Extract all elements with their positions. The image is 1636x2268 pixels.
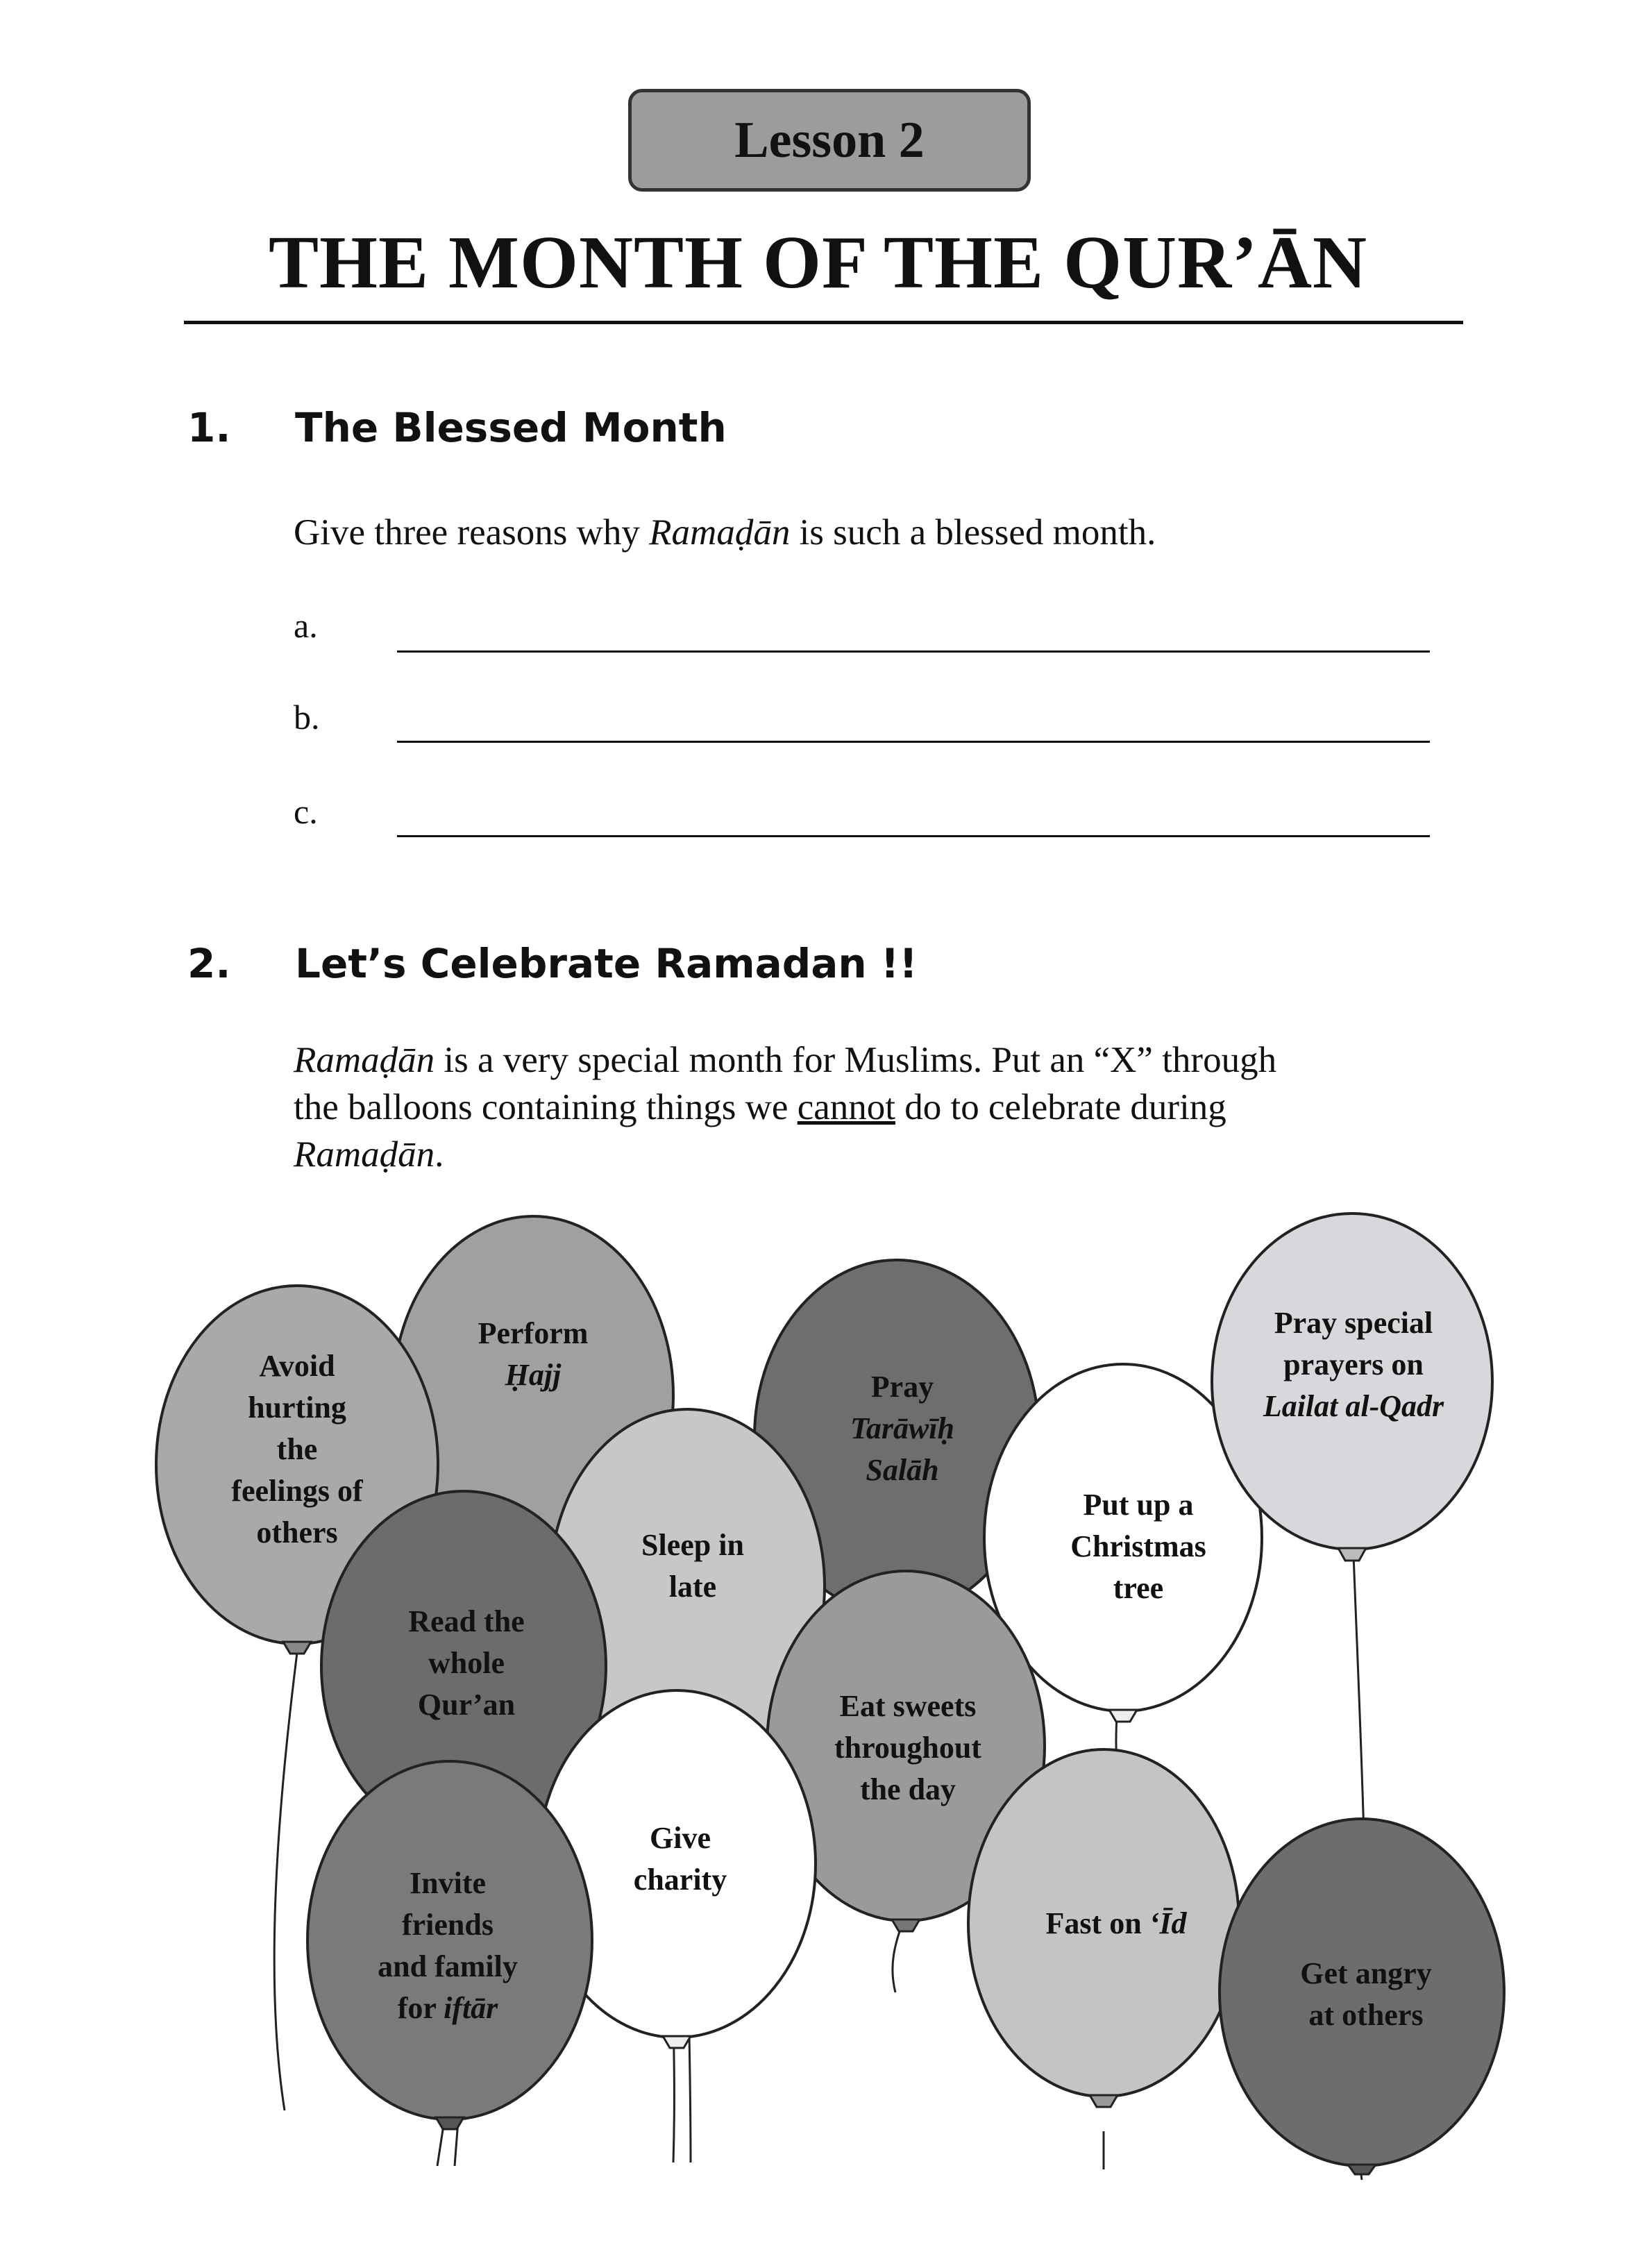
- balloon-christmas-line-1: Put up a: [1083, 1488, 1194, 1522]
- instruction-italic: Ramaḍān: [649, 512, 791, 553]
- balloon-eid[interactable]: [968, 1749, 1239, 2107]
- balloon-qadr-shape: [1212, 1213, 1492, 1549]
- balloon-charity-line-1: Give: [650, 1821, 711, 1855]
- balloon-qadr-line-3: Lailat al-Qadr: [1263, 1389, 1444, 1423]
- balloon-charity-line-2: charity: [633, 1863, 727, 1897]
- balloon-qadr-knot: [1338, 1548, 1366, 1561]
- balloon-sleep-line-2: late: [668, 1570, 717, 1604]
- balloon-angry-line-2: at others: [1308, 1998, 1424, 2032]
- balloon-iftar-knot: [436, 2117, 464, 2129]
- instruction-period: .: [435, 1134, 444, 1175]
- instruction-line-2-end: do to celebrate during: [895, 1087, 1226, 1127]
- balloon-iftar-line-2: friends: [402, 1908, 494, 1942]
- instruction-text: Give three reasons why: [294, 512, 650, 553]
- balloon-hurting-knot: [283, 1642, 311, 1654]
- balloon-eid-knot: [1090, 2095, 1118, 2107]
- instruction-text-end: is such a blessed month.: [790, 512, 1156, 553]
- balloon-angry-knot: [1348, 2165, 1376, 2174]
- balloon-hurting-line-4: feelings of: [231, 1474, 363, 1508]
- balloon-hajj-line-2: Ḥajj: [505, 1358, 562, 1392]
- cannot-underlined: cannot: [797, 1087, 895, 1127]
- instruction-line-1: is a very special month for Muslims. Put an “X” through: [435, 1040, 1277, 1080]
- balloon-tarawih-line-1: Pray: [870, 1370, 934, 1404]
- balloon-tarawih-line-3: Salāh: [866, 1453, 939, 1487]
- ramadan-italic: Ramaḍān: [294, 1040, 435, 1080]
- balloon-qadr-line-1: Pray special: [1274, 1306, 1433, 1340]
- balloon-iftar[interactable]: [307, 1761, 592, 2129]
- section-1-title: The Blessed Month: [295, 404, 727, 451]
- balloon-eid-line-1-b: ‘Īd: [1149, 1906, 1187, 1940]
- balloon-eid-line-1: [1046, 1906, 1188, 1940]
- balloon-hurting-line-3: the: [276, 1432, 318, 1466]
- section-2-title: Let’s Celebrate Ramadan !!: [295, 940, 918, 987]
- answer-label-a: a.: [294, 606, 318, 645]
- balloon-hurting-line-1: Avoid: [259, 1349, 335, 1383]
- balloon-sweets-line-1: Eat sweets: [839, 1689, 977, 1723]
- balloon-eid-line-1-a: Fast on: [1045, 1906, 1149, 1940]
- balloon-iftar-line-1: Invite: [410, 1866, 486, 1900]
- section-1-number: 1.: [187, 404, 231, 451]
- balloon-sweets-line-3: the day: [859, 1772, 956, 1806]
- answer-label-b: b.: [294, 698, 320, 737]
- balloon-quran-line-3: Qur’an: [417, 1688, 516, 1722]
- balloon-charity-knot: [663, 2036, 691, 2048]
- balloon-iftar-line-4-a: for: [397, 1991, 444, 2025]
- balloon-tarawih-line-2: Tarāwīḥ: [850, 1411, 955, 1445]
- balloon-hurting-line-2: hurting: [248, 1391, 346, 1425]
- section-2-number: 2.: [187, 940, 231, 987]
- balloon-iftar-line-3: and family: [378, 1949, 518, 1983]
- balloon-quran-line-1: Read the: [408, 1604, 525, 1638]
- balloon-christmas-line-2: Christmas: [1070, 1529, 1206, 1563]
- balloon-iftar-line-4-b: iftār: [444, 1991, 498, 2025]
- balloon-sweets-line-2: throughout: [834, 1731, 981, 1765]
- balloon-angry[interactable]: [1220, 1819, 1504, 2174]
- balloon-hurting-line-5: others: [256, 1515, 338, 1549]
- balloon-iftar-line-4: [398, 1991, 498, 2025]
- balloon-christmas-line-3: tree: [1113, 1571, 1164, 1605]
- instruction-line-2: the balloons containing things we: [294, 1087, 798, 1127]
- balloon-quran-line-2: whole: [428, 1646, 505, 1680]
- ramadan-italic-2: Ramaḍān: [294, 1134, 435, 1175]
- balloon-hajj-line-1: Perform: [478, 1316, 589, 1350]
- page-title: THE MONTH OF THE QUR’ĀN: [268, 221, 1368, 304]
- lesson-label: Lesson 2: [628, 89, 1031, 192]
- balloon-angry-shape: [1220, 1819, 1504, 2166]
- balloon-christmas-knot: [1109, 1710, 1137, 1722]
- answer-label-c: c.: [294, 792, 318, 831]
- balloon-angry-line-1: Get angry: [1300, 1956, 1432, 1990]
- balloon-qadr-line-2: prayers on: [1283, 1347, 1424, 1381]
- balloon-sleep-line-1: Sleep in: [641, 1528, 744, 1562]
- balloon-sweets-knot: [892, 1920, 920, 1931]
